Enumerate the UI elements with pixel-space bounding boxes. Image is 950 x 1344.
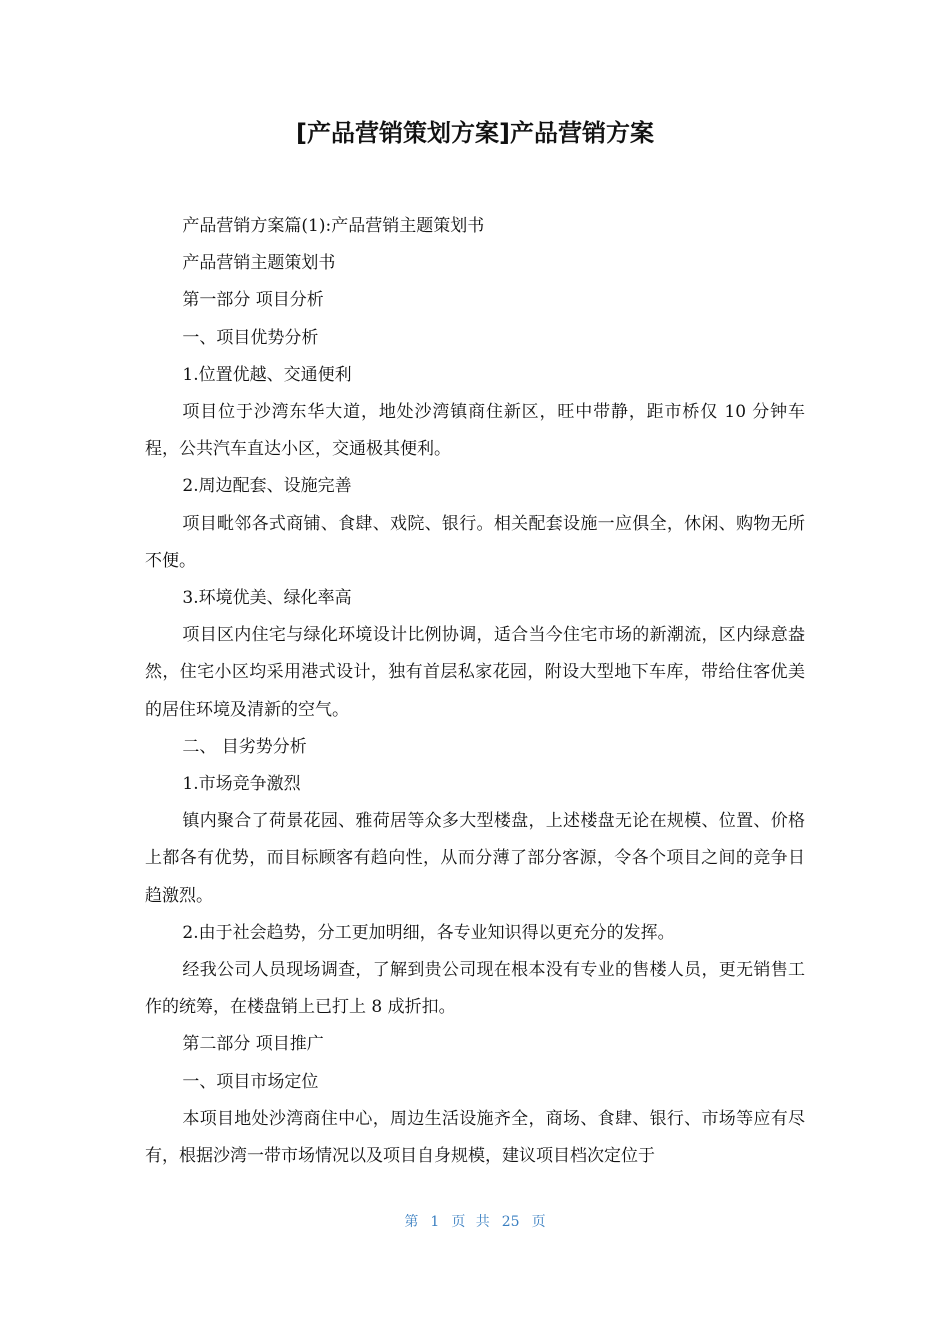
paragraph: 项目位于沙湾东华大道，地处沙湾镇商住新区，旺中带静，距市桥仅 10 分钟车程，公共汽车直达小区，交通极其便利。 xyxy=(145,402,805,460)
subsection-heading: 一、项目优势分析 xyxy=(182,327,319,348)
paragraph: 项目区内住宅与绿化环境设计比例协调，适合当今住宅市场的新潮流，区内绿意盎然，住宅小区均采用港式设计，独有首层私家花园，附设大型地下车库，带给住客优美的居住环境及清新的空气。 xyxy=(145,625,805,720)
subsection-heading: 一、项目市场定位 xyxy=(182,1071,319,1092)
paragraph: 产品营销方案篇(1):产品营销主题策划书 xyxy=(182,216,485,236)
document-title: [产品营销策划方案]产品营销方案 xyxy=(296,119,654,147)
subsection-heading: 二、 目劣势分析 xyxy=(182,736,307,757)
page-label-mid: 页 共 xyxy=(451,1214,490,1230)
paragraph: 产品营销主题策划书 xyxy=(182,253,336,274)
section-heading: 第二部分 项目推广 xyxy=(182,1034,324,1055)
list-item-heading: 3.环境优美、绿化率高 xyxy=(182,588,352,609)
paragraph: 项目毗邻各式商铺、食肆、戏院、银行。相关配套设施一应俱全，休闲、购物无所不便。 xyxy=(145,513,805,571)
paragraph: 镇内聚合了荷景花园、雅荷居等众多大型楼盘，上述楼盘无论在规模、位置、价格上都各有优势，而目标顾客有趋向性，从而分薄了部分客源，令各个项目之间的竞争日趋激烈。 xyxy=(145,811,805,906)
section-heading: 第一部分 项目分析 xyxy=(182,290,324,311)
page-total: 25 xyxy=(501,1214,520,1230)
list-item-heading: 2.周边配套、设施完善 xyxy=(182,476,352,497)
list-item-heading: 1.市场竞争激烈 xyxy=(182,774,301,795)
page-footer xyxy=(0,1210,950,1234)
list-item-heading: 2.由于社会趋势，分工更加明细，各专业知识得以更充分的发挥。 xyxy=(182,922,675,943)
page-number: 1 xyxy=(430,1214,440,1230)
paragraph: 经我公司人员现场调查，了解到贵公司现在根本没有专业的售楼人员，更无销售工作的统筹，在楼盘销上已打上 8 成折扣。 xyxy=(145,960,805,1018)
paragraph: 本项目地处沙湾商住中心，周边生活设施齐全，商场、食肆、银行、市场等应有尽有，根据沙湾一带市场情况以及项目自身规模，建议项目档次定位于 xyxy=(145,1108,805,1167)
page-label-suffix: 页 xyxy=(531,1214,546,1230)
document-body xyxy=(145,208,805,1175)
page-label-prefix: 第 xyxy=(404,1214,419,1230)
list-item-heading: 1.位置优越、交通便利 xyxy=(182,364,352,385)
